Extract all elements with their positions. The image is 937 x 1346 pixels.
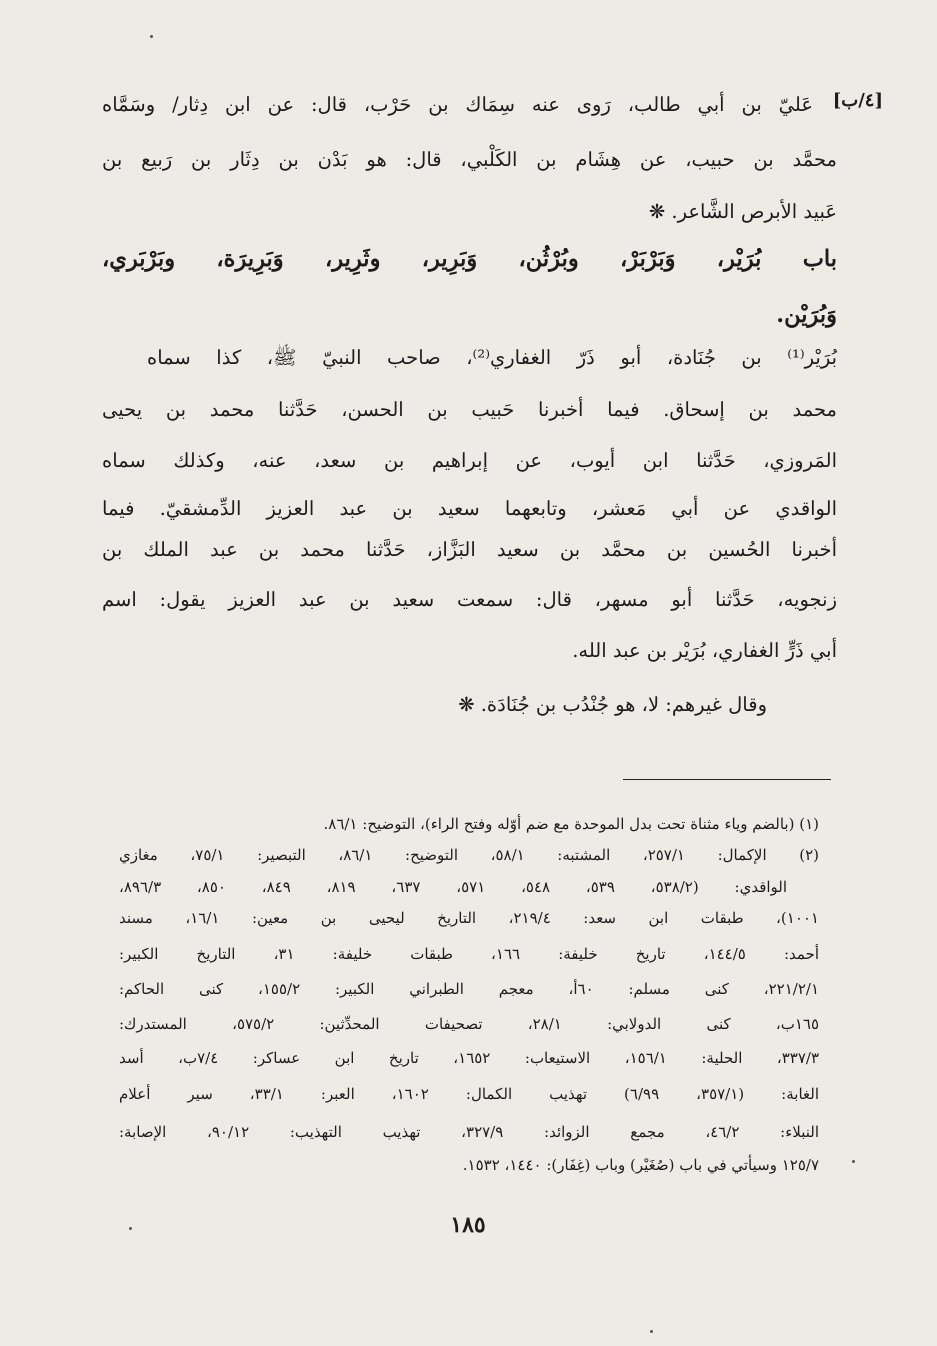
margin-marker: [٤/ب]	[832, 90, 883, 111]
scan-speck	[129, 1227, 132, 1230]
section-heading: باب بُرَيْر، وَبَرْبَرْ، وبُرْثُن، وَبَرِير، وثَرِير، وَبَرِيرَة، وبَرْبَري،	[102, 246, 837, 272]
footnote-separator	[623, 779, 831, 780]
text-line: بُرَيْر⁽¹⁾ بن جُنَادة، أبو ذَرّ الغفاري⁽²⁾، صاحب النبيّ ﷺ، كذا سماه	[147, 346, 838, 369]
text-line: محمد بن إسحاق. فيما أخبرنا حَبيب بن الحسن، حَدَّثنا محمد بن يحيى	[102, 398, 837, 421]
section-heading: وَبُرَيْن.	[776, 302, 837, 328]
text-line: أخبرنا الحُسين بن محمَّد بن سعيد البَزَّاز، حَدَّثنا محمد بن عبد الملك بن	[102, 538, 837, 561]
text-line: زنجويه، حَدَّثنا أبو مسهر، قال: سمعت سعيد بن عبد العزيز يقول: اسم	[102, 588, 837, 611]
scan-speck	[650, 1330, 653, 1333]
text-line: أبي ذَرٍّ الغفاري، بُرَيْر بن عبد الله.	[572, 639, 837, 662]
footnote-line: ١٠٠١)، طبقات ابن سعد: ٢١٩/٤، التاريخ ليحيى بن معين: ١٦/١، مسند	[119, 909, 819, 927]
footnote-line: (٢) الإكمال: ٢٥٧/١، المشتبه: ٥٨/١، التوضيح: ٨٦/١، التبصير: ٧٥/١، مغازي	[119, 846, 819, 864]
footnote-line: ١٢٥/٧ وسيأتي في باب (صُغَيْر) وباب (غِفَار): ١٤٤٠، ١٥٣٢.	[462, 1156, 819, 1174]
page-number: ١٨٥	[450, 1212, 486, 1238]
footnote-line: (١) (بالضم وياء مثناة تحت بدل الموحدة مع ضم أوّله وفتح الراء)، التوضيح: ٨٦/١.	[323, 815, 819, 833]
footnote-line: ١٦٥ب، كنى الدولابي: ٢٨/١، تصحيفات المحدِّثين: ٥٧٥/٢، المستدرك:	[119, 1015, 819, 1033]
footnote-line: ٣٣٧/٣، الحلية: ١٥٦/١، الاستيعاب: ١٦٥٢، تاريخ ابن عساكر: ٧/٤ب، أسد	[119, 1049, 820, 1067]
text-line: محمَّد بن حبيب، عن هِشَام بن الكَلْبي، قال: هو بَدْن بن دِثَار بن رَبيع بن	[102, 148, 837, 171]
text-line: المَروزي، حَدَّثنا ابن أيوب، عن إبراهيم بن سعد، عنه، وكذلك سماه	[102, 449, 837, 472]
text-line: الواقدي عن أبي مَعشر، وتابعهما سعيد بن عبد العزيز الدِّمشقيّ. فيما	[102, 497, 837, 520]
footnote-line: النبلاء: ٤٦/٢، مجمع الزوائد: ٣٢٧/٩، تهذيب التهذيب: ٩٠/١٢، الإصابة:	[119, 1123, 819, 1141]
footnote-line: الغابة: (٣٥٧/١، ٦/٩٩) تهذيب الكمال: ١٦٠٢، العبر: ٣٣/١، سير أعلام	[119, 1085, 819, 1103]
text-line: عَليّ بن أبي طالب، رَوى عنه سِمَاك بن حَرْب، قال: عن ابن دِثار/ وسَمَّاه	[102, 93, 813, 116]
text-line: وقال غيرهم: لا، هو جُنْدُب بن جُنَادَة. ❋	[458, 693, 767, 716]
footnote-line: ٢٢١/٢/١، كنى مسلم: ٦٠أ، معجم الطبراني الكبير: ١٥٥/٢، كنى الحاكم:	[119, 980, 819, 998]
scan-speck	[150, 35, 153, 38]
scan-speck	[852, 1160, 855, 1163]
footnote-line: الواقدي: (٥٣٨/٢، ٥٣٩، ٥٤٨، ٥٧١، ٦٣٧، ٨١٩، ٨٤٩، ٨٥٠، ٨٩٦/٣،	[119, 878, 788, 896]
text-line: عَبيد الأبرص الشَّاعر. ❋	[648, 200, 837, 223]
footnote-line: أحمد: ١٤٤/٥، تاريخ خليفة: ١٦٦، طبقات خليفة: ٣١، التاريخ الكبير:	[119, 945, 819, 963]
